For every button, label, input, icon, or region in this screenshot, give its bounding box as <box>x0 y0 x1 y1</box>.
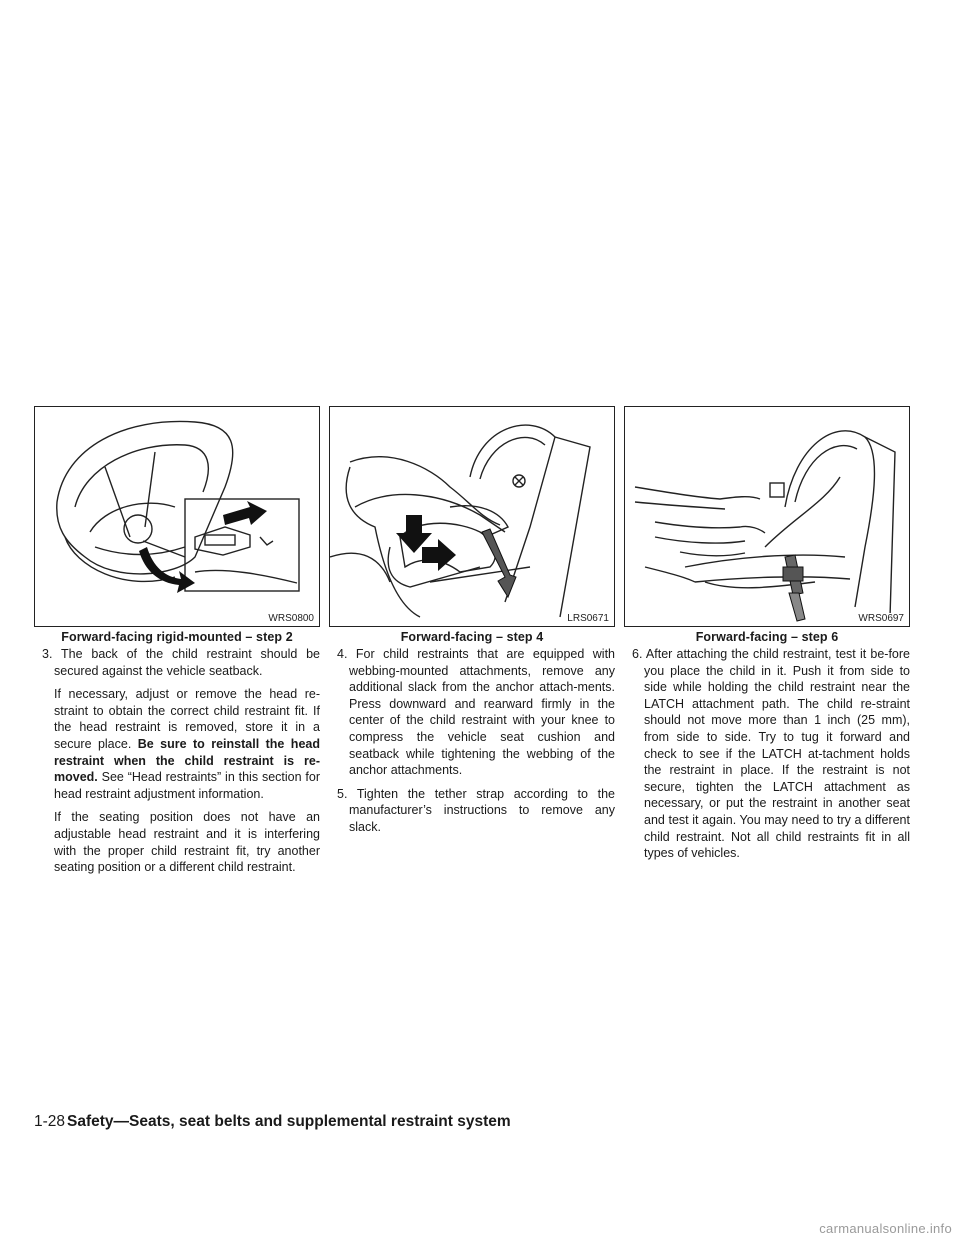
page-number: 1-28 <box>34 1113 66 1130</box>
step-6 <box>624 646 910 862</box>
figure-caption: Forward-facing rigid-mounted – step 2 <box>61 630 293 644</box>
step-text: After attaching the child restraint, test it be-fore you place the child in it. Push it from side to side while holding the child restraint near the LATCH attachment path. The child re-straint should not move more than 1 inch (25 mm), from side to side. Try to tug it forward and check to see if the LATCH at-tachment holds the restraint in place. If the restraint is not secure, tighten the LATCH attachment as necessary, or put the restraint in another seat and test it again. You may need to try a different child restraint. Not all child restraints fit in all types of vehicles. <box>644 647 910 861</box>
step-3 <box>34 646 320 679</box>
hands-testing-illustration <box>625 407 909 626</box>
column-3 <box>624 406 910 862</box>
step-number: 5. <box>337 786 348 801</box>
head-restraint-paragraph <box>54 686 320 802</box>
step-text: Tighten the tether strap according to the manufacturer’s instructions to remove any slack. <box>349 786 615 834</box>
column-1 <box>34 406 320 876</box>
knee-press-illustration <box>330 407 614 626</box>
step-text: The back of the child restraint should be secured against the vehicle seatback. <box>54 647 321 678</box>
paragraph-text-cont: See “Head restraints” in this section for head restraint adjustment information. <box>54 770 320 801</box>
figure-code: WRS0800 <box>268 613 314 624</box>
section-title: Safety—Seats, seat belts and supplemental restraint system <box>67 1113 511 1130</box>
figure-rigid-mounted-step-2 <box>34 406 320 627</box>
step-5 <box>329 786 615 836</box>
step-text: For child restraints that are equipped with webbing-mounted attachments, remove any additional slack from the anchor attach-ments. Press downward and rearward firmly in the center of the child restraint with your knee to compress the vehicle seat cushion and seatback while tightening the webbing of the anchor attachments. <box>349 647 615 778</box>
step-number: 3. <box>42 647 53 661</box>
figure-code: LRS0671 <box>567 613 609 624</box>
figure-forward-facing-step-4 <box>329 406 615 627</box>
page-footer <box>34 1113 511 1131</box>
figure-caption: Forward-facing – step 6 <box>695 630 839 644</box>
figure-code: WRS0697 <box>858 613 904 624</box>
step-4 <box>329 646 615 779</box>
figure-forward-facing-step-6 <box>624 406 910 627</box>
watermark: carmanualsonline.info <box>819 1221 952 1236</box>
figure-caption: Forward-facing – step 4 <box>400 630 544 644</box>
step-number: 4. <box>337 647 348 661</box>
column-2 <box>329 406 615 836</box>
warning-text: Be sure to reinstall the head restraint when the child restraint is re-moved. <box>54 736 320 785</box>
child-seat-illustration <box>35 407 319 626</box>
paragraph-text: If necessary, adjust or remove the head re-straint to obtain the correct child restraint fit. If the head restraint is removed, store it in a secure place. <box>54 687 320 751</box>
step-number: 6. <box>632 647 643 661</box>
seating-position-paragraph: If the seating position does not have an adjustable head restraint and it is interfering with the proper child restraint fit, try another seating position or a different child restraint. <box>54 810 320 875</box>
